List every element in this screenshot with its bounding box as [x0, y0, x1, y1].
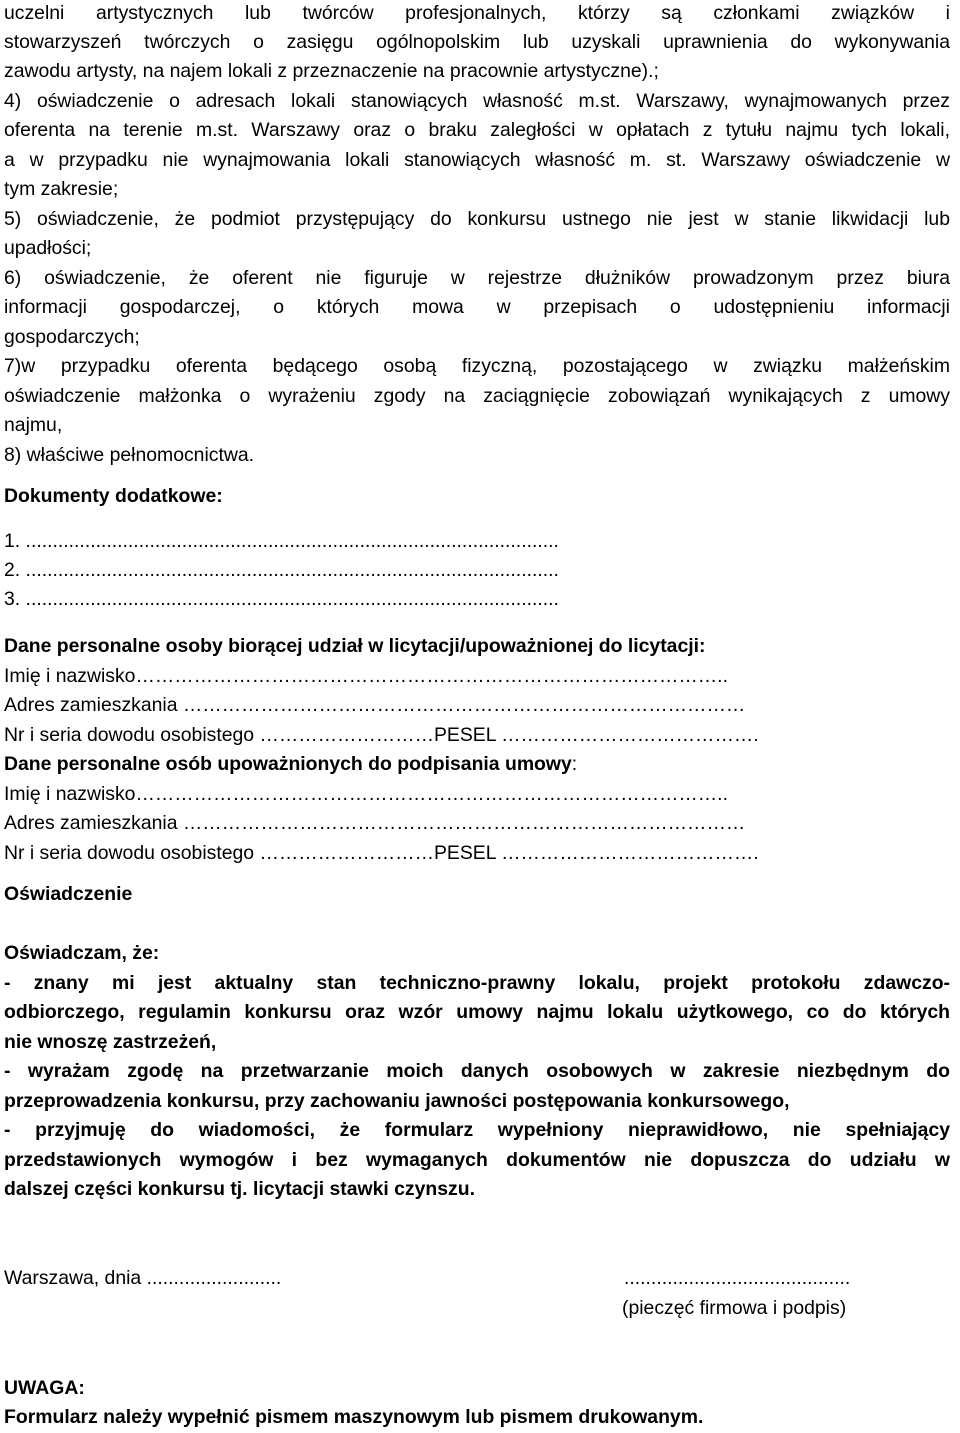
- item-6-line-1: 6) oświadczenie, że oferent nie figuruje w rejestrze dłużników prowadzonym przez biura: [4, 267, 950, 289]
- declaration-a-line-3: nie wnoszę zastrzeżeń,: [4, 1031, 217, 1053]
- place-date-field: Warszawa, dnia .........................: [4, 1267, 282, 1289]
- item-6-line-3: gospodarczych;: [4, 326, 140, 348]
- declaration-b-line-2: przeprowadzenia konkursu, przy zachowaniu jawności postępowania konkursowego,: [4, 1090, 790, 1112]
- bidder-address-field: Adres zamieszkania ……………………………………………………………………………: [4, 694, 746, 716]
- declaration-a-line-1: - znany mi jest aktualny stan techniczno-prawny lokalu, projekt protokołu zdawczo-: [4, 972, 950, 994]
- intro-line-1: uczelni artystycznych lub twórców profesjonalnych, którzy są członkami związków i: [4, 2, 950, 24]
- intro-line-2: stowarzyszeń twórczych o zasięgu ogólnopolskim lub uzyskali uprawnienia do wykonywania: [4, 31, 950, 53]
- item-7-line-3: najmu,: [4, 414, 63, 436]
- item-7-line-1: 7)w przypadku oferenta będącego osobą fizyczną, pozostającego w związku małżeńskim: [4, 355, 950, 377]
- item-7-line-2: oświadczenie małżonka o wyrażeniu zgody na zaciągnięcie zobowiązań wynikających z umowy: [4, 385, 950, 407]
- declaration-c-line-2: przedstawionych wymogów i bez wymaganych dokumentów nie dopuszcza do udziału w: [4, 1149, 950, 1171]
- intro-line-3: zawodu artysty, na najem lokali z przeznaczenie na pracownie artystyczne).;: [4, 60, 659, 82]
- note-heading: UWAGA:: [4, 1377, 85, 1399]
- declaration-subheading: Oświadczam, że:: [4, 942, 160, 964]
- additional-documents-heading: Dokumenty dodatkowe:: [4, 485, 223, 507]
- declaration-a-line-2: odbiorczego, regulamin konkursu oraz wzór umowy najmu lokalu użytkowego, co do których: [4, 1001, 950, 1023]
- bidder-id-pesel-field: Nr i seria dowodu osobistego ………………………PESEL ………………………………….: [4, 724, 759, 746]
- bidder-name-field: Imię i nazwisko………………………………………………………………………………..: [4, 665, 728, 687]
- bidder-data-heading: Dane personalne osoby biorącej udział w licytacji/upoważnionej do licytacji:: [4, 635, 706, 657]
- signatory-address-field: Adres zamieszkania ……………………………………………………………………………: [4, 812, 746, 834]
- signature-line: ..........................................: [624, 1267, 851, 1289]
- signature-caption: (pieczęć firmowa i podpis): [622, 1297, 847, 1319]
- item-6-line-2: informacji gospodarczej, o których mowa w przepisach o udostępnieniu informacji: [4, 296, 950, 318]
- item-4-line-2: oferenta na terenie m.st. Warszawy oraz o braku zaległości w opłatach z tytułu najmu tych lokali,: [4, 119, 950, 141]
- additional-document-1: 1. ...................................................................................................: [4, 530, 559, 552]
- note-text: Formularz należy wypełnić pismem maszynowym lub pismem drukowanym.: [4, 1406, 704, 1428]
- declaration-b-line-1: - wyrażam zgodę na przetwarzanie moich danych osobowych w zakresie niezbędnym do: [4, 1060, 950, 1082]
- additional-document-3: 3. ...................................................................................................: [4, 588, 559, 610]
- declaration-c-line-3: dalszej części konkursu tj. licytacji stawki czynszu.: [4, 1178, 475, 1200]
- item-4-line-4: tym zakresie;: [4, 178, 119, 200]
- signatories-heading-colon: :: [571, 753, 578, 775]
- item-5-line-1: 5) oświadczenie, że podmiot przystępujący do konkursu ustnego nie jest w stanie likwidacji lub: [4, 208, 950, 230]
- item-4-line-1: 4) oświadczenie o adresach lokali stanowiących własność m.st. Warszawy, wynajmowanych przez: [4, 90, 950, 112]
- item-4-line-3: a w przypadku nie wynajmowania lokali stanowiących własność m. st. Warszawy oświadczenie w: [4, 149, 950, 171]
- additional-document-2: 2. ...................................................................................................: [4, 559, 559, 581]
- item-5-line-2: upadłości;: [4, 237, 92, 259]
- declaration-heading: Oświadczenie: [4, 883, 133, 905]
- item-8-line-1: 8) właściwe pełnomocnictwa.: [4, 444, 255, 466]
- signatory-name-field: Imię i nazwisko………………………………………………………………………………..: [4, 783, 728, 805]
- signatories-heading-text: Dane personalne osób upoważnionych do podpisania umowy: [4, 753, 572, 775]
- signatories-data-heading: [4, 750, 577, 780]
- declaration-c-line-1: - przyjmuję do wiadomości, że formularz wypełniony nieprawidłowo, nie spełniający: [4, 1119, 950, 1141]
- signatory-id-pesel-field: Nr i seria dowodu osobistego ………………………PESEL ………………………………….: [4, 842, 759, 864]
